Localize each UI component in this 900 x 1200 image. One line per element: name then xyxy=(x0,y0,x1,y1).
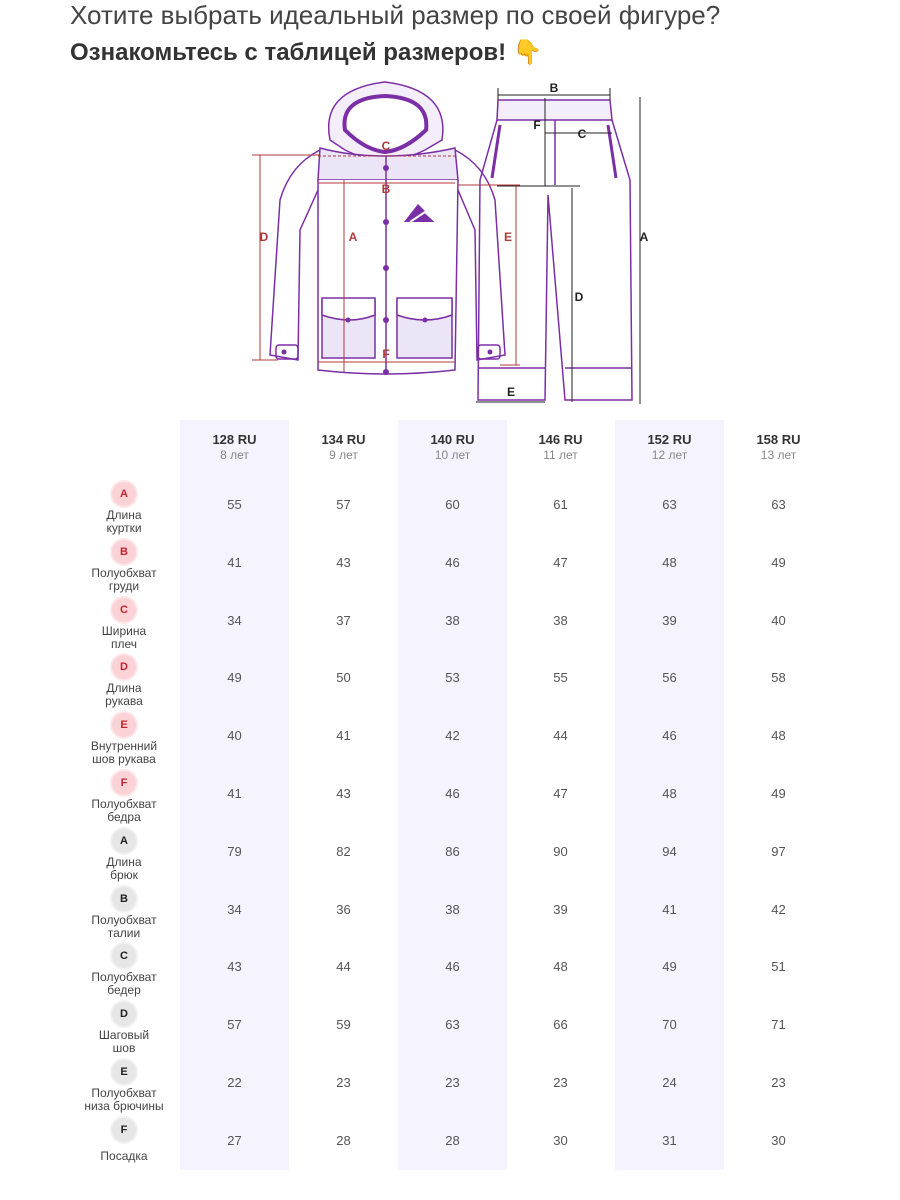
size-column-header xyxy=(180,432,289,462)
table-cell: 28 xyxy=(336,1132,351,1148)
measurement-name xyxy=(74,567,174,593)
measurement-name-line1: Длина xyxy=(106,854,142,869)
table-cell: 31 xyxy=(662,1132,677,1148)
table-cell: 47 xyxy=(553,554,568,570)
age-label: 10 лет xyxy=(434,448,471,462)
table-cell: 43 xyxy=(336,554,351,570)
table-cell: 63 xyxy=(445,1017,460,1033)
table-cell: 48 xyxy=(771,728,786,744)
measurement-row-label xyxy=(74,482,174,535)
table-cell: 49 xyxy=(771,786,786,801)
measurement-letter-badge: D xyxy=(112,1002,136,1026)
table-cell: 60 xyxy=(445,497,460,512)
measurement-row-label xyxy=(74,1118,174,1163)
measurement-name-line1: Посадка xyxy=(100,1148,148,1163)
table-cell: 66 xyxy=(553,1017,568,1033)
table-cell: 44 xyxy=(336,959,351,975)
table-cell: 23 xyxy=(553,1075,568,1090)
jacket-label-f: F xyxy=(382,347,390,361)
size-column-header xyxy=(289,432,398,462)
measurement-name-line1: Длина xyxy=(106,681,142,696)
table-cell: 23 xyxy=(445,1075,460,1090)
measurement-name-line2: низа брючины xyxy=(84,1099,164,1113)
measurement-row-label xyxy=(74,829,174,882)
table-cell: 38 xyxy=(445,612,460,628)
pants-label-a: A xyxy=(639,230,649,244)
age-label: 8 лет xyxy=(220,448,249,462)
measurement-name-line2: брюк xyxy=(110,867,138,882)
pointing-down-icon: 👇 xyxy=(512,39,543,66)
measurement-row-label xyxy=(74,598,174,651)
table-cell: 28 xyxy=(445,1132,460,1148)
measurement-letter-badge: B xyxy=(112,540,136,564)
table-cell: 34 xyxy=(227,901,242,917)
measurement-letter-badge: F xyxy=(112,771,136,795)
table-cell: 44 xyxy=(553,728,568,744)
jacket-label-a: A xyxy=(348,230,358,244)
table-cell: 48 xyxy=(662,554,677,570)
table-cell: 23 xyxy=(771,1075,786,1090)
table-cell: 40 xyxy=(227,728,242,744)
measurement-letter-badge: B xyxy=(112,887,136,911)
measurement-name-line2: шов xyxy=(112,1041,136,1056)
pants-label-f: F xyxy=(533,118,541,132)
size-label: 134 RU xyxy=(321,432,366,447)
measurement-name xyxy=(74,682,174,708)
table-cell: 63 xyxy=(662,497,677,512)
measurement-letter-badge: E xyxy=(112,1060,136,1084)
table-cell: 42 xyxy=(771,901,786,917)
subheading-text: Ознакомьтесь с таблицей размеров! xyxy=(70,39,507,66)
table-cell: 55 xyxy=(553,670,568,686)
measurement-name xyxy=(74,798,174,824)
age-label: 13 лет xyxy=(760,448,797,462)
size-column-header xyxy=(724,432,833,462)
table-cell: 23 xyxy=(336,1075,351,1090)
size-label: 128 RU xyxy=(212,432,257,447)
measurement-name xyxy=(74,1087,174,1113)
table-cell: 71 xyxy=(771,1017,786,1033)
measurement-name-line1: Полуобхват xyxy=(91,797,157,811)
table-cell: 46 xyxy=(445,959,460,975)
table-cell: 53 xyxy=(445,670,460,686)
measurement-name xyxy=(74,914,174,940)
table-cell: 24 xyxy=(662,1075,677,1090)
measurement-name-line1: Полуобхват xyxy=(91,1086,157,1100)
table-cell: 41 xyxy=(662,901,677,917)
measurement-name-line1: Внутренний xyxy=(90,739,158,754)
pants-label-b: B xyxy=(549,81,559,95)
table-cell: 43 xyxy=(227,959,242,975)
table-cell: 38 xyxy=(445,901,460,917)
garment-measurement-illustration xyxy=(240,75,660,410)
table-cell: 43 xyxy=(336,786,351,801)
table-cell: 70 xyxy=(662,1017,677,1033)
measurement-name-line2: талии xyxy=(107,925,141,940)
measurement-name xyxy=(74,1150,174,1163)
measurement-row-label xyxy=(74,655,174,708)
table-cell: 38 xyxy=(553,612,568,628)
table-cell: 51 xyxy=(771,959,786,975)
measurement-letter-badge: A xyxy=(112,482,136,506)
table-cell: 48 xyxy=(553,959,568,975)
table-cell: 56 xyxy=(662,670,677,686)
measurement-name-line2: груди xyxy=(108,578,140,593)
measurement-letter-badge: A xyxy=(112,829,136,853)
table-cell: 34 xyxy=(227,612,242,628)
table-cell: 61 xyxy=(553,497,568,512)
measurement-name xyxy=(74,856,174,882)
table-cell: 63 xyxy=(771,497,786,512)
table-cell: 48 xyxy=(662,786,677,801)
jacket-label-c: C xyxy=(381,139,391,153)
measurement-row-label xyxy=(74,1002,174,1055)
measurement-letter-badge: F xyxy=(112,1118,136,1142)
measurement-name-line2: рукава xyxy=(105,694,143,709)
table-cell: 30 xyxy=(553,1132,568,1148)
table-cell: 22 xyxy=(227,1075,242,1090)
measurement-name-line1: Шаговый xyxy=(98,1028,150,1043)
table-cell: 46 xyxy=(445,786,460,801)
measurement-name-line2: плеч xyxy=(110,636,138,651)
measurement-letter-badge: C xyxy=(112,944,136,968)
measurement-row-label xyxy=(74,540,174,593)
measurement-name-line1: Полуобхват xyxy=(91,970,157,985)
table-cell: 82 xyxy=(336,843,351,859)
table-cell: 79 xyxy=(227,843,242,859)
pants-label-e: E xyxy=(506,385,516,399)
measurement-name-line1: Полуобхват xyxy=(91,912,157,927)
size-column-header xyxy=(398,432,507,462)
table-cell: 90 xyxy=(553,843,568,859)
measurement-name-line1: Длина xyxy=(106,508,142,522)
table-cell: 37 xyxy=(336,612,351,628)
table-cell: 59 xyxy=(336,1017,351,1033)
measurement-letter-badge: D xyxy=(112,655,136,679)
pants-label-c: C xyxy=(577,127,587,141)
age-label: 12 лет xyxy=(651,448,688,462)
pants-label-d: D xyxy=(574,290,584,304)
table-cell: 41 xyxy=(336,728,351,744)
table-cell: 49 xyxy=(771,554,786,570)
age-label: 11 лет xyxy=(543,448,578,462)
size-column-header xyxy=(615,432,724,462)
page-heading: Хотите выбрать идеальный размер по своей фигуре? xyxy=(70,0,721,30)
jacket-label-b: B xyxy=(381,182,391,196)
measurement-name-line2: куртки xyxy=(106,521,142,535)
table-cell: 41 xyxy=(227,786,242,801)
measurement-name-line2: бедра xyxy=(107,810,141,824)
table-cell: 39 xyxy=(662,612,677,628)
page-subheading xyxy=(70,38,543,67)
measurement-name-line2: шов рукава xyxy=(92,752,156,767)
measurement-row-label xyxy=(74,887,174,940)
jacket-label-e: E xyxy=(503,230,513,244)
table-cell: 30 xyxy=(771,1132,786,1148)
table-cell: 49 xyxy=(662,959,677,975)
table-cell: 94 xyxy=(662,843,677,859)
size-label: 158 RU xyxy=(756,432,801,447)
jacket-label-d: D xyxy=(259,230,269,244)
measurement-name-line2: бедер xyxy=(107,983,141,998)
measurement-name-line1: Ширина xyxy=(101,623,147,638)
size-label: 140 RU xyxy=(430,432,475,447)
measurement-name xyxy=(74,740,174,766)
table-cell: 86 xyxy=(445,843,460,859)
jacket-drawing xyxy=(270,82,505,375)
measurement-name xyxy=(74,509,174,535)
measurement-name-line1: Полуобхват xyxy=(91,565,157,580)
age-label: 9 лет xyxy=(329,448,358,462)
table-cell: 57 xyxy=(336,497,351,512)
table-cell: 47 xyxy=(553,786,568,801)
measurement-name xyxy=(74,1029,174,1055)
measurement-name xyxy=(74,971,174,997)
measurement-row-label xyxy=(74,713,174,766)
table-cell: 39 xyxy=(553,901,568,917)
measurement-row-label xyxy=(74,944,174,997)
measurement-row-label xyxy=(74,1060,174,1113)
table-cell: 42 xyxy=(445,728,460,744)
measurement-name xyxy=(74,625,174,651)
table-cell: 55 xyxy=(227,497,242,512)
table-cell: 50 xyxy=(336,670,351,686)
table-cell: 49 xyxy=(227,670,242,686)
table-cell: 97 xyxy=(771,843,786,859)
measurement-row-label xyxy=(74,771,174,824)
table-cell: 58 xyxy=(771,670,786,686)
table-cell: 41 xyxy=(227,554,242,570)
table-cell: 40 xyxy=(771,612,786,628)
measurement-letter-badge: E xyxy=(112,713,136,737)
pants-measure-letters xyxy=(507,81,649,399)
size-label: 152 RU xyxy=(647,432,692,447)
table-cell: 46 xyxy=(662,728,677,744)
table-cell: 27 xyxy=(227,1132,242,1148)
size-label: 146 RU xyxy=(538,432,583,447)
measurement-letter-badge: C xyxy=(112,598,136,622)
table-cell: 46 xyxy=(445,554,460,570)
size-column-header xyxy=(506,432,615,462)
table-cell: 36 xyxy=(336,901,351,917)
table-cell: 57 xyxy=(227,1017,242,1033)
